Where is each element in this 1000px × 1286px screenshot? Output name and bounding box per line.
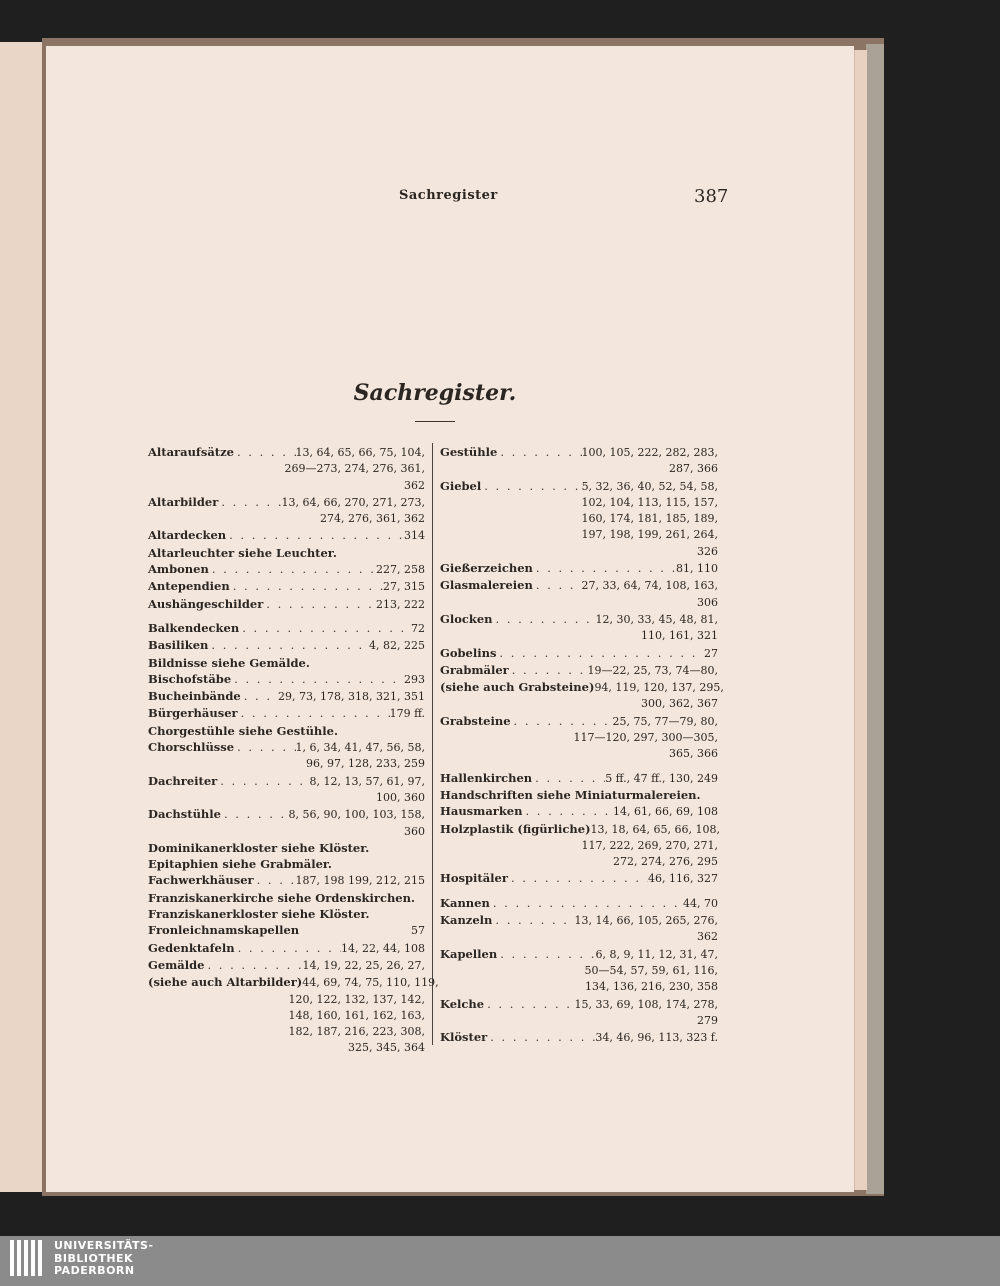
index-entry <box>440 821 718 838</box>
leader-dots <box>209 561 376 577</box>
index-term: Altardecken <box>148 528 227 543</box>
leader-dots <box>204 957 302 973</box>
leader-dots <box>511 713 613 729</box>
leader-dots <box>241 688 278 704</box>
page-references: 14, 61, 66, 69, 108 <box>613 805 718 819</box>
page-references-continued: 279 <box>697 1013 718 1027</box>
index-term: Kanzeln <box>440 913 493 928</box>
index-term: Grabsteine <box>440 713 511 728</box>
index-entry <box>440 803 718 820</box>
index-entry <box>440 560 718 577</box>
leader-dots <box>533 577 582 593</box>
leader-dots <box>497 946 595 962</box>
page-references: 213, 222 <box>376 597 425 611</box>
facing-page-edge <box>0 42 44 1192</box>
index-entry <box>148 578 425 595</box>
index-entry <box>148 596 425 613</box>
leader-dots <box>533 560 676 576</box>
cover-edge <box>866 44 884 1194</box>
index-term: Gemälde <box>148 957 205 972</box>
page-references-continued: 274, 276, 361, 362 <box>320 512 425 526</box>
leader-dots <box>484 996 574 1012</box>
page-references: 13, 64, 65, 66, 75, 104, <box>295 446 425 459</box>
page-references-continued: 96, 97, 128, 233, 259 <box>306 757 425 771</box>
index-term: Fronleichnamskapellen <box>148 923 300 938</box>
index-column-left <box>148 444 439 1057</box>
entry-gap <box>440 763 718 770</box>
page-references-continued: 197, 198, 199, 261, 264, <box>581 528 718 542</box>
index-term: Franziskanerkirche siehe Ordenskirchen. <box>148 890 415 905</box>
page-references: 8, 12, 13, 57, 61, 97, <box>309 774 425 788</box>
leader-dots <box>487 1029 595 1045</box>
leader-dots <box>231 671 404 687</box>
index-term: Glasmalereien <box>440 578 533 593</box>
index-term: Bürgerhäuser <box>148 706 238 721</box>
page-references: 5 ff., 47 ff., 130, 249 <box>605 771 718 785</box>
index-entry <box>148 872 425 889</box>
index-term: Franziskanerkloster siehe Klöster. <box>148 907 370 922</box>
index-term: Hallenkirchen <box>440 770 533 785</box>
index-entry <box>148 890 425 906</box>
index-term: Dachreiter <box>148 773 218 788</box>
library-footer <box>0 1236 1000 1286</box>
index-term: Glocken <box>440 611 493 626</box>
page-references: 29, 73, 178, 318, 321, 351 <box>278 690 425 704</box>
library-logo-icon <box>10 1240 46 1282</box>
index-entry <box>440 713 718 730</box>
index-term: Bildnisse siehe Gemälde. <box>148 655 310 670</box>
page-references-continued: 360 <box>404 824 425 838</box>
index-term: Gobelins <box>440 645 497 660</box>
index-entry <box>148 739 425 756</box>
entry-gap <box>440 888 718 895</box>
page-references-continued: 362 <box>404 478 425 492</box>
index-entry <box>440 478 718 495</box>
page-references-continued: 117—120, 297, 300—305, <box>573 731 718 745</box>
index-entry <box>148 620 425 637</box>
index-term: Handschriften siehe Miniaturmalereien. <box>440 787 701 802</box>
index-entry <box>148 527 425 544</box>
index-term: Altaraufsätze <box>148 445 234 459</box>
page-references: 100, 105, 222, 282, 283, <box>581 446 718 459</box>
index-entry <box>148 705 425 722</box>
page-references-continued: 102, 104, 113, 115, 157, <box>581 495 718 509</box>
page-references: 179 ff. <box>389 707 425 721</box>
index-entry <box>148 806 425 823</box>
index-term: Dachstühle <box>148 807 221 822</box>
index-entry <box>148 655 425 671</box>
page-references: 12, 30, 33, 45, 48, 81, <box>595 612 718 626</box>
page-references-continued: 100, 360 <box>376 790 425 804</box>
index-term: Kapellen <box>440 946 498 961</box>
index-entry <box>148 773 425 790</box>
page-references-continued: 182, 187, 216, 223, 308, <box>288 1025 425 1039</box>
index-entry <box>440 870 718 887</box>
page-references: 72 <box>411 621 425 635</box>
index-column-right <box>440 444 724 1046</box>
index-term: Gedenktafeln <box>148 940 235 955</box>
index-entry <box>148 494 425 511</box>
index-entry <box>440 444 718 461</box>
running-head: Sachregister <box>399 188 498 203</box>
page-references-continued: 365, 366 <box>669 747 718 761</box>
leader-dots <box>230 578 383 594</box>
page-references: 27 <box>704 646 718 660</box>
index-entry <box>148 723 425 739</box>
leader-dots <box>493 611 596 627</box>
page-references: 1, 6, 34, 41, 47, 56, 58, <box>295 741 425 755</box>
page-references-continued: 269—273, 274, 276, 361, <box>284 462 425 476</box>
page-references: 25, 75, 77—79, 80, <box>612 714 718 728</box>
index-entry <box>148 957 425 974</box>
leader-dots <box>508 870 648 886</box>
index-term: Gestühle <box>440 445 498 459</box>
index-term: Ambonen <box>148 562 209 577</box>
index-entry <box>440 895 718 912</box>
index-term: Grabmäler <box>440 662 509 677</box>
page-references: 14, 22, 44, 108 <box>341 941 425 955</box>
leader-dots <box>208 637 369 653</box>
page-references-continued: 306 <box>697 595 718 609</box>
page-references: 34, 46, 96, 113, 323 f. <box>595 1031 718 1045</box>
leader-dots <box>217 773 309 789</box>
entry-gap <box>148 613 425 620</box>
page-references: 293 <box>404 672 425 686</box>
page-references-continued: 160, 174, 181, 185, 189, <box>581 512 718 526</box>
index-term: Antependien <box>148 579 230 594</box>
index-entry <box>440 996 718 1013</box>
index-term: (siehe auch Altarbilder) <box>148 975 303 990</box>
index-entry <box>148 974 439 991</box>
page-references: 27, 315 <box>383 580 425 594</box>
page-references: 8, 56, 90, 100, 103, 158, <box>288 808 425 822</box>
leader-dots <box>234 444 296 460</box>
index-entry <box>148 545 425 561</box>
page-references: 44, 70 <box>683 896 718 910</box>
leader-dots <box>490 895 683 911</box>
index-term: Dominikanerkloster siehe Klöster. <box>148 840 370 855</box>
leader-dots <box>496 645 704 661</box>
index-term: Chorgestühle siehe Gestühle. <box>148 723 338 738</box>
index-term: Hospitäler <box>440 871 508 886</box>
page-references: 44, 69, 74, 75, 110, 119, <box>302 976 439 990</box>
page-references: 227, 258 <box>376 563 425 577</box>
page-number: 387 <box>694 186 729 207</box>
index-term: Balkendecken <box>148 620 240 635</box>
page-references: 19—22, 25, 73, 74—80, <box>587 663 718 677</box>
page-references-continued: 117, 222, 269, 270, 271, <box>581 838 718 852</box>
leader-dots <box>532 770 605 786</box>
leader-dots <box>254 872 296 888</box>
page-references: 94, 119, 120, 137, 295, <box>594 681 724 695</box>
page-references-continued: 272, 274, 276, 295 <box>613 855 718 869</box>
page-references: 5, 32, 36, 40, 52, 54, 58, <box>581 479 718 493</box>
index-entry <box>148 856 425 872</box>
page-references: 13, 18, 64, 65, 66, 108, <box>590 822 720 836</box>
page-references-continued: 362 <box>697 930 718 944</box>
page-references-continued: 300, 362, 367 <box>641 697 718 711</box>
index-entry <box>148 637 425 654</box>
leader-dots <box>235 940 341 956</box>
page-references: 6, 8, 9, 11, 12, 31, 47, <box>595 947 718 961</box>
library-logo-text <box>54 1240 154 1278</box>
index-entry <box>148 561 425 578</box>
index-entry <box>148 444 425 461</box>
index-entry <box>440 645 718 662</box>
index-entry <box>440 662 718 679</box>
index-term: Epitaphien siehe Grabmäler. <box>148 857 332 872</box>
page-references: 14, 19, 22, 25, 26, 27, <box>302 958 425 972</box>
page-references: 46, 116, 327 <box>648 872 718 886</box>
index-term: Holzplastik (figürliche) <box>440 821 591 836</box>
leader-dots <box>226 527 404 543</box>
index-term: Klöster <box>440 1030 488 1045</box>
index-term: Fachwerkhäuser <box>148 873 254 888</box>
leader-dots <box>263 596 376 612</box>
page-references: 15, 33, 69, 108, 174, 278, <box>574 997 718 1011</box>
page-references-continued: 148, 160, 161, 162, 163, <box>288 1008 425 1022</box>
leader-dots <box>234 739 295 755</box>
index-term: Altarbilder <box>148 494 219 509</box>
index-entry <box>440 770 718 787</box>
index-term: Giebel <box>440 478 482 493</box>
index-entry <box>148 840 425 856</box>
index-term: Altarleuchter siehe Leuchter. <box>148 545 337 560</box>
index-term: Chorschlüsse <box>148 740 235 755</box>
leader-dots <box>481 478 581 494</box>
index-entry <box>440 577 718 594</box>
index-entry <box>148 922 425 939</box>
page-references-continued: 325, 345, 364 <box>348 1041 425 1055</box>
index-entry <box>440 1029 718 1046</box>
index-term: Hausmarken <box>440 804 523 819</box>
page-title: Sachregister. <box>353 380 517 406</box>
index-entry <box>440 946 718 963</box>
logo-line: PADERBORN <box>54 1264 135 1277</box>
index-entry <box>148 688 425 705</box>
page-references-continued: 134, 136, 216, 230, 358 <box>585 980 718 994</box>
page-edge <box>854 50 867 1190</box>
page-references-continued: 110, 161, 321 <box>641 629 718 643</box>
logo-line: UNIVERSITÄTS- <box>54 1239 154 1252</box>
index-term: Bischofstäbe <box>148 671 232 686</box>
index-term: Basiliken <box>148 638 209 653</box>
index-entry <box>440 912 718 929</box>
leader-dots <box>497 444 581 460</box>
index-entry <box>148 906 425 922</box>
index-term: Aushängeschilder <box>148 596 264 611</box>
logo-line: BIBLIOTHEK <box>54 1251 134 1265</box>
page-references: 187, 198 199, 212, 215 <box>295 874 425 888</box>
index-term: (siehe auch Grabsteine) <box>440 680 595 695</box>
index-entry <box>440 679 724 696</box>
page-references: 13, 64, 66, 270, 271, 273, <box>281 495 425 509</box>
leader-dots <box>509 662 588 678</box>
leader-dots <box>221 806 289 822</box>
column-divider <box>432 443 433 1045</box>
leader-dots <box>492 912 574 928</box>
leader-dots <box>522 803 613 819</box>
page-references: 314 <box>404 529 425 543</box>
index-entry <box>148 940 425 957</box>
page-references: 4, 82, 225 <box>369 639 425 653</box>
page-references-continued: 287, 366 <box>669 462 718 476</box>
index-term: Kelche <box>440 996 485 1011</box>
index-term: Bucheinbände <box>148 689 241 704</box>
index-entry <box>440 787 718 803</box>
page-references-continued: 326 <box>697 544 718 558</box>
index-entry <box>440 611 718 628</box>
page-references: 57 <box>411 924 425 938</box>
leader-dots <box>218 494 281 510</box>
page-references-continued: 120, 122, 132, 137, 142, <box>288 992 425 1006</box>
index-term: Kannen <box>440 895 490 910</box>
page-references: 13, 14, 66, 105, 265, 276, <box>574 914 718 928</box>
leader-dots <box>239 620 411 636</box>
page-references: 27, 33, 64, 74, 108, 163, <box>581 579 718 593</box>
page-references: 81, 110 <box>676 562 718 576</box>
title-rule <box>415 421 455 422</box>
leader-dots <box>238 705 390 721</box>
index-term: Gießerzeichen <box>440 561 533 576</box>
page-references-continued: 50—54, 57, 59, 61, 116, <box>584 963 718 977</box>
index-entry <box>148 671 425 688</box>
